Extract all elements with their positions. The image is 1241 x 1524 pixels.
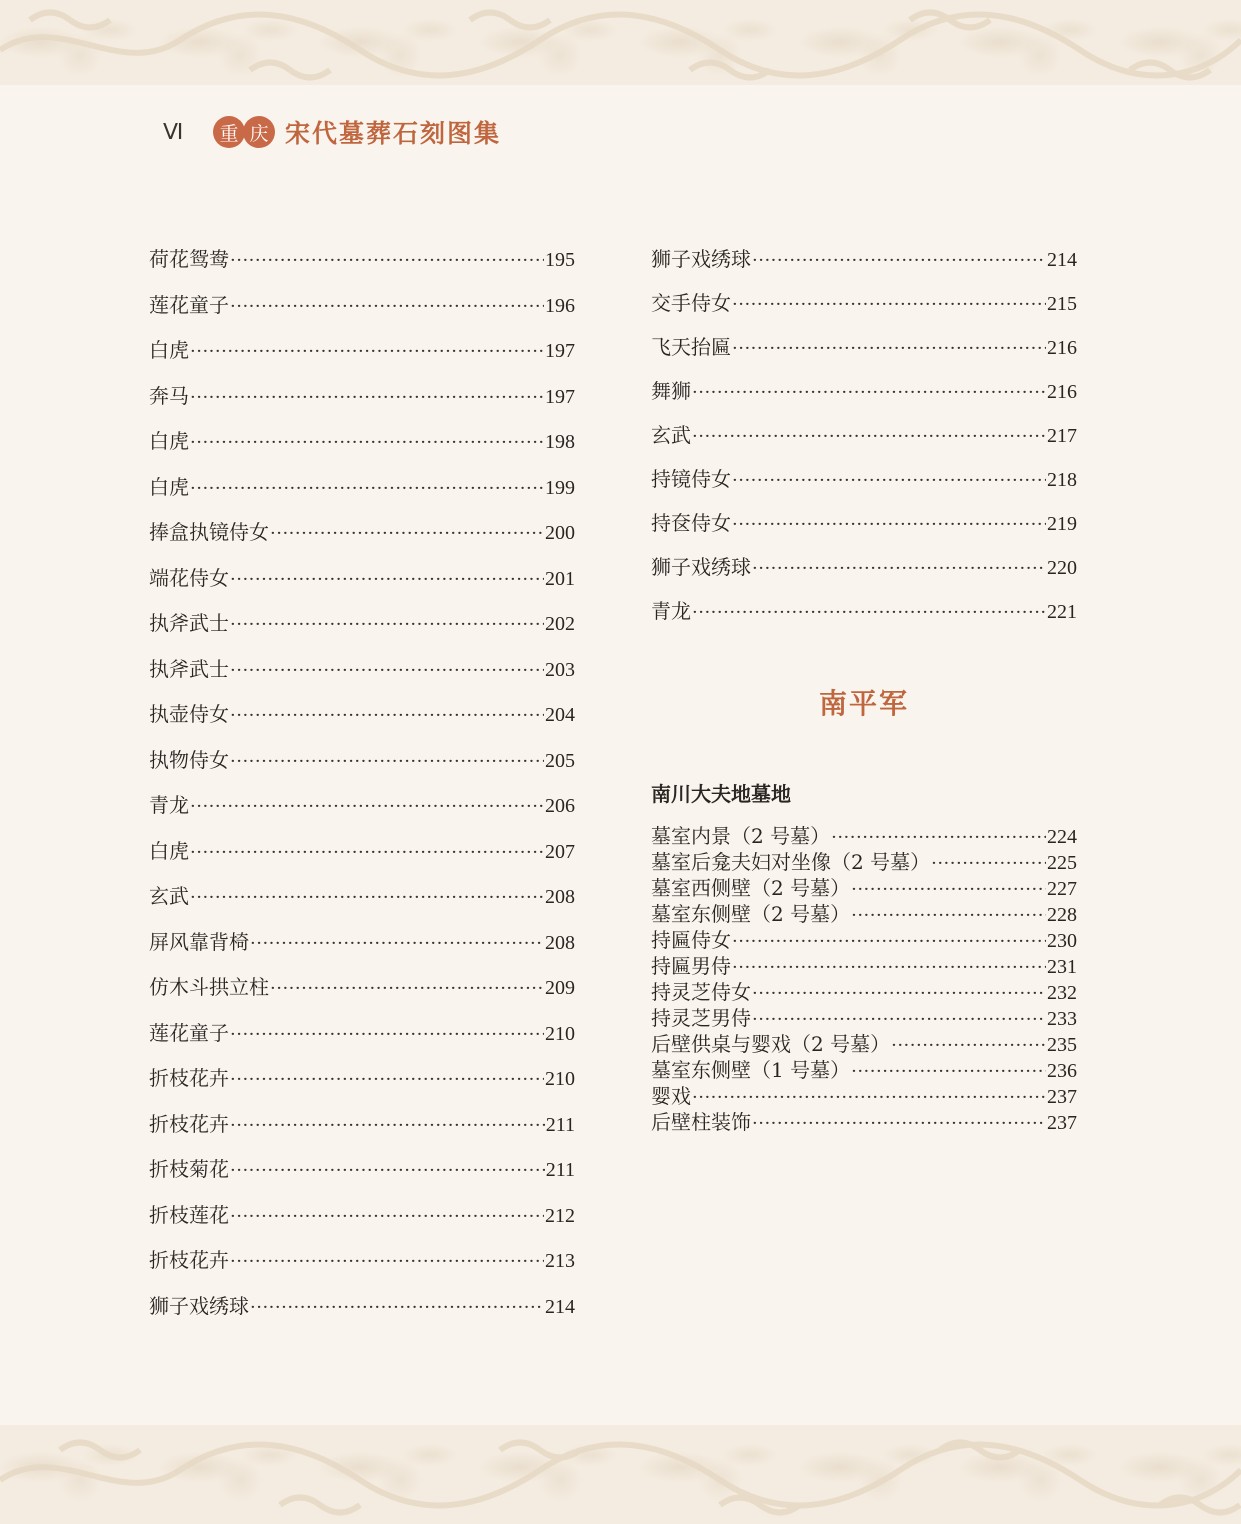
toc-entry[interactable] <box>651 902 1077 928</box>
toc-entry[interactable] <box>149 611 575 657</box>
badge-char-1: 重 <box>213 116 245 148</box>
toc-entry-title: 青龙 <box>149 793 189 817</box>
toc-entry[interactable] <box>651 291 1077 335</box>
toc-entry-page: 202 <box>545 613 575 635</box>
dot-leader <box>851 1058 1046 1084</box>
toc-entry[interactable] <box>651 379 1077 423</box>
dot-leader <box>230 566 544 592</box>
toc-entry[interactable] <box>149 1112 575 1158</box>
dot-leader <box>692 1084 1046 1110</box>
toc-entry-title: 墓室西侧壁（2 号墓） <box>651 876 851 900</box>
dot-leader <box>190 793 544 819</box>
toc-entry-page: 214 <box>545 1295 575 1318</box>
toc-entry-page: 201 <box>545 567 575 590</box>
toc-entry[interactable] <box>651 850 1077 876</box>
toc-entry[interactable] <box>651 599 1077 643</box>
toc-right-column-bottom <box>651 824 1077 1136</box>
toc-entry-page: 233 <box>1047 1008 1077 1030</box>
toc-entry-title: 墓室东侧壁（1 号墓） <box>651 1058 851 1082</box>
toc-entry-title: 持匾男侍 <box>651 954 731 978</box>
toc-entry-page: 205 <box>545 749 575 772</box>
toc-entry-title: 狮子戏绣球 <box>651 555 751 579</box>
toc-entry-title: 舞狮 <box>651 379 691 403</box>
toc-entry-page: 208 <box>545 886 575 908</box>
toc-entry[interactable] <box>651 511 1077 555</box>
toc-entry-title: 持匾侍女 <box>651 928 731 952</box>
dot-leader <box>270 520 544 546</box>
dot-leader <box>190 384 544 410</box>
toc-entry-title: 执物侍女 <box>149 747 229 772</box>
toc-entry[interactable] <box>651 335 1077 379</box>
dot-leader <box>732 291 1046 317</box>
toc-entry-title: 执斧武士 <box>149 656 229 681</box>
toc-entry-title: 折枝花卉 <box>149 1111 229 1136</box>
toc-entry-title: 持奁侍女 <box>651 511 731 535</box>
toc-entry-page: 197 <box>545 340 575 362</box>
toc-entry[interactable] <box>149 520 575 566</box>
toc-entry[interactable] <box>149 657 575 703</box>
toc-entry-page: 228 <box>1047 904 1077 926</box>
toc-entry-page: 221 <box>1047 601 1077 623</box>
toc-entry-page: 232 <box>1047 982 1077 1004</box>
dot-leader <box>230 702 544 728</box>
toc-entry-page: 219 <box>1047 513 1077 535</box>
toc-entry-page: 210 <box>545 1068 575 1090</box>
toc-entry-page: 220 <box>1047 557 1077 579</box>
toc-entry-title: 后壁供桌与婴戏（2 号墓） <box>651 1032 891 1056</box>
toc-entry-page: 227 <box>1047 878 1077 900</box>
dot-leader <box>230 748 544 774</box>
toc-entry[interactable] <box>149 293 575 339</box>
toc-entry-page: 225 <box>1047 852 1077 874</box>
dot-leader <box>230 657 544 683</box>
toc-entry[interactable] <box>149 1021 575 1067</box>
toc-entry[interactable] <box>149 1248 575 1294</box>
toc-entry[interactable] <box>149 793 575 839</box>
dot-leader <box>190 839 544 865</box>
dot-leader <box>190 338 544 364</box>
toc-entry-title: 墓室内景（2 号墓） <box>651 824 831 848</box>
toc-entry[interactable] <box>149 429 575 475</box>
toc-entry-page: 224 <box>1047 826 1077 848</box>
toc-entry[interactable] <box>651 1084 1077 1110</box>
decorative-bottom-band <box>0 1425 1241 1524</box>
dot-leader <box>752 247 1046 273</box>
badge-char-2: 庆 <box>243 116 275 148</box>
dot-leader <box>230 1157 545 1183</box>
toc-entry-title: 飞天抬匾 <box>651 335 731 359</box>
toc-entry-page: 218 <box>1047 469 1077 491</box>
toc-entry-title: 持灵芝侍女 <box>651 980 751 1004</box>
toc-entry[interactable] <box>149 884 575 930</box>
toc-entry[interactable] <box>149 247 575 293</box>
toc-entry-page: 206 <box>545 795 575 817</box>
toc-entry-title: 仿木斗拱立柱 <box>149 975 269 999</box>
dot-leader <box>230 293 544 319</box>
toc-entry-title: 交手侍女 <box>651 291 731 315</box>
toc-entry[interactable] <box>651 1058 1077 1084</box>
toc-entry[interactable] <box>651 1032 1077 1058</box>
toc-entry[interactable] <box>149 566 575 612</box>
dot-leader <box>230 1112 545 1138</box>
toc-entry-title: 狮子戏绣球 <box>149 1293 249 1318</box>
toc-entry-title: 婴戏 <box>651 1084 691 1108</box>
toc-entry-title: 莲花童子 <box>149 1020 229 1045</box>
toc-entry-page: 196 <box>545 294 575 317</box>
toc-entry[interactable] <box>651 928 1077 954</box>
toc-entry[interactable] <box>149 1157 575 1203</box>
dot-leader <box>891 1032 1046 1058</box>
dot-leader <box>732 467 1046 493</box>
toc-entry[interactable] <box>149 1066 575 1112</box>
toc-entry[interactable] <box>651 247 1077 291</box>
toc-entry-page: 204 <box>545 704 575 726</box>
toc-entry-title: 白虎 <box>149 338 189 362</box>
dot-leader <box>732 954 1046 980</box>
toc-entry-page: 212 <box>545 1204 575 1227</box>
toc-entry[interactable] <box>651 824 1077 850</box>
dot-leader <box>230 1021 544 1047</box>
toc-entry-page: 217 <box>1047 425 1077 447</box>
dot-leader <box>732 928 1046 954</box>
toc-entry-page: 203 <box>545 658 575 681</box>
toc-entry-title: 执壶侍女 <box>149 702 229 726</box>
toc-right-column-top <box>651 247 1077 643</box>
toc-entry-title: 折枝菊花 <box>149 1157 229 1181</box>
dot-leader <box>752 1006 1046 1032</box>
section-title: 南平军 <box>818 687 909 720</box>
toc-entry-page: 216 <box>1047 337 1077 359</box>
toc-entry[interactable] <box>149 1203 575 1249</box>
dot-leader <box>851 876 1046 902</box>
toc-entry-page: 236 <box>1047 1060 1077 1082</box>
dot-leader <box>732 511 1046 537</box>
page-header <box>163 112 501 152</box>
toc-entry-page: 211 <box>545 1113 575 1136</box>
toc-entry[interactable] <box>149 930 575 976</box>
dot-leader <box>230 1203 544 1229</box>
toc-entry-page: 207 <box>545 840 575 863</box>
toc-entry-page: 231 <box>1047 956 1077 978</box>
toc-entry-page: 195 <box>545 249 575 271</box>
dot-leader <box>851 902 1046 928</box>
toc-entry[interactable] <box>651 1006 1077 1032</box>
dot-leader <box>692 599 1046 625</box>
toc-entry[interactable] <box>651 980 1077 1006</box>
toc-entry-page: 213 <box>545 1250 575 1272</box>
toc-entry-page: 214 <box>1047 249 1077 271</box>
dot-leader <box>190 475 544 501</box>
toc-entry[interactable] <box>149 338 575 384</box>
toc-entry-title: 墓室东侧壁（2 号墓） <box>651 902 851 926</box>
dot-leader <box>752 980 1046 1006</box>
dot-leader <box>230 1066 544 1092</box>
dot-leader <box>752 1110 1046 1136</box>
toc-entry-title: 莲花童子 <box>149 292 229 317</box>
dot-leader <box>931 850 1046 876</box>
toc-entry[interactable] <box>651 1110 1077 1136</box>
toc-entry[interactable] <box>149 702 575 748</box>
toc-entry-title: 端花侍女 <box>149 565 229 590</box>
toc-entry-page: 216 <box>1047 381 1077 403</box>
dot-leader <box>230 611 544 637</box>
toc-entry-title: 荷花鸳鸯 <box>149 247 229 271</box>
toc-entry-page: 198 <box>545 431 575 453</box>
toc-entry[interactable] <box>149 1294 575 1340</box>
toc-entry-title: 墓室后龛夫妇对坐像（2 号墓） <box>651 850 931 874</box>
dot-leader <box>692 379 1046 405</box>
toc-entry-title: 玄武 <box>651 423 691 447</box>
toc-entry-title: 持灵芝男侍 <box>651 1006 751 1030</box>
dot-leader <box>250 930 544 956</box>
dot-leader <box>732 335 1046 361</box>
toc-entry-title: 屏风靠背椅 <box>149 929 249 954</box>
toc-entry-page: 211 <box>545 1159 575 1181</box>
toc-entry[interactable] <box>149 475 575 521</box>
toc-entry-title: 青龙 <box>651 599 691 623</box>
toc-entry-title: 捧盒执镜侍女 <box>149 520 269 544</box>
toc-entry[interactable] <box>651 555 1077 599</box>
dot-leader <box>250 1294 544 1320</box>
toc-entry[interactable] <box>149 748 575 794</box>
dot-leader <box>230 1248 544 1274</box>
toc-entry-title: 折枝花卉 <box>149 1248 229 1272</box>
toc-entry-title: 执斧武士 <box>149 611 229 635</box>
toc-entry-page: 235 <box>1047 1034 1077 1056</box>
toc-entry-title: 后壁柱装饰 <box>651 1110 751 1134</box>
dot-leader <box>831 824 1046 850</box>
toc-entry-page: 208 <box>545 931 575 954</box>
decorative-top-band <box>0 0 1241 85</box>
toc-entry-page: 237 <box>1047 1112 1077 1134</box>
toc-entry-title: 白虎 <box>149 474 189 499</box>
toc-entry-page: 210 <box>545 1022 575 1045</box>
toc-entry[interactable] <box>651 876 1077 902</box>
toc-entry-page: 199 <box>545 476 575 499</box>
toc-entry-title: 折枝莲花 <box>149 1202 229 1227</box>
toc-entry-page: 230 <box>1047 930 1077 952</box>
toc-entry-title: 持镜侍女 <box>651 467 731 491</box>
toc-entry-title: 玄武 <box>149 884 189 908</box>
toc-entry-page: 209 <box>545 977 575 999</box>
subsection-title: 南川大夫地墓地 <box>651 782 791 806</box>
toc-entry[interactable] <box>651 954 1077 980</box>
toc-entry-title: 奔马 <box>149 383 189 408</box>
book-title: 宋代墓葬石刻图集 <box>285 119 502 148</box>
toc-entry-page: 215 <box>1047 293 1077 315</box>
toc-entry-page: 197 <box>545 385 575 408</box>
dot-leader <box>692 423 1046 449</box>
dot-leader <box>190 884 544 910</box>
toc-entry-title: 白虎 <box>149 838 189 863</box>
toc-entry[interactable] <box>149 975 575 1021</box>
toc-entry-title: 折枝花卉 <box>149 1066 229 1090</box>
toc-entry-title: 狮子戏绣球 <box>651 247 751 271</box>
toc-entry[interactable] <box>149 384 575 430</box>
toc-entry[interactable] <box>651 467 1077 511</box>
toc-entry[interactable] <box>651 423 1077 467</box>
page-number: Ⅵ <box>163 119 184 144</box>
toc-entry-page: 200 <box>545 522 575 544</box>
toc-entry[interactable] <box>149 839 575 885</box>
dot-leader <box>190 429 544 455</box>
toc-left-column <box>149 247 575 1339</box>
dot-leader <box>230 247 544 273</box>
dot-leader <box>752 555 1046 581</box>
dot-leader <box>270 975 544 1001</box>
toc-entry-title: 白虎 <box>149 429 189 453</box>
toc-entry-page: 237 <box>1047 1086 1077 1108</box>
